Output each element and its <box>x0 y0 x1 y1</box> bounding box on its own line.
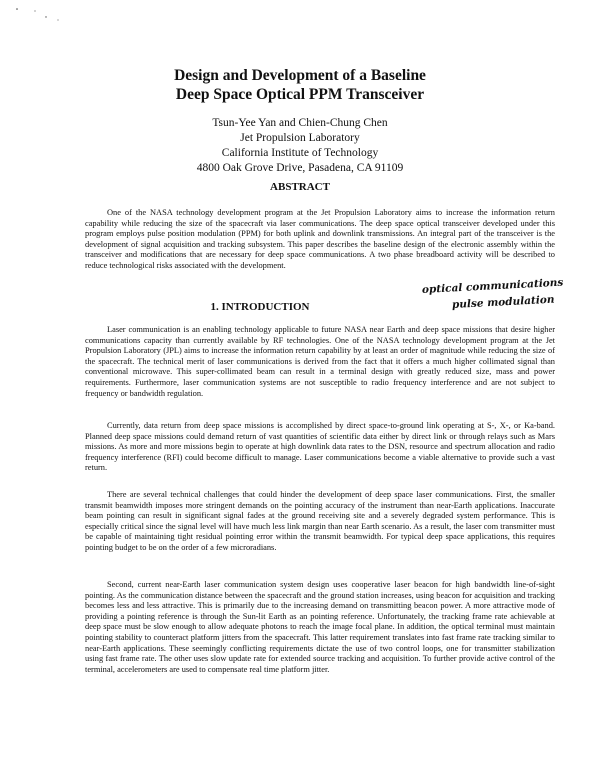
intro-paragraph-3 <box>85 490 555 554</box>
handwritten-annotation-1: optical communications <box>421 276 564 296</box>
intro-paragraph-2-text: Currently, data return from deep space missions is accomplished by direct space-to-ground link operating at S-, X-, or Ka-band. Planned deep space missions could demand return of vast quantities of scientific data either by direct link or through relays such as Mars missions. As more and more missions begin to operate at high downlink data rates to the DSN, resource and spectrum allocation and radio frequency interference (RFI) could become difficult to manage. Laser communications become a viable alternative to provide such a vast return. <box>85 421 555 473</box>
intro-paragraph-2 <box>85 421 555 474</box>
author-lab: Jet Propulsion Laboratory <box>240 132 360 144</box>
abstract-text <box>85 208 555 272</box>
author-institute: California Institute of Technology <box>221 147 379 159</box>
author-address: 4800 Oak Grove Drive, Pasadena, CA 91109 <box>196 162 404 174</box>
intro-paragraph-1 <box>85 325 555 399</box>
intro-paragraph-1-text: Laser communication is an enabling technology applicable to future NASA near Earth and deep space missions that desire higher communications capacity than currently available by RF technologies. One of the NASA technology development program at the Jet Propulsion Laboratory (JPL) aims to increase the information return capability by at least an order of magnitude while reducing the size of the spacecraft. The technical merit of laser communications is derived from the fact that it offers a much higher collimated signal than conventional microwave. This super-collimated beam can result in a terminal design with greatly reduced size, mass and power requirements. Furthermore, laser communication systems are not susceptible to radio frequency interference and are not subject to frequency or bandwidth regulation. <box>85 325 555 398</box>
intro-paragraph-3-text: There are several technical challenges that could hinder the development of deep space laser communications. First, the smaller transmit beamwidth imposes more stringent demands on the pointing accuracy of the instrument than near-Earth applications. Inaccurate beam pointing can result in significant signal fades at the ground receiving site and a severely degraded system performance. This is especially critical since the signal level will have much less link margin than near Earth scenario. As a result, the laser com transmitter must be capable of maintaining tight residual pointing error within the transmit beamwidth. For typical deep space applications, this requires pointing budget to be on the order of a few microradians. <box>85 490 555 552</box>
title-line-1: Design and Development of a Baseline <box>174 67 426 84</box>
scan-specks <box>14 6 74 26</box>
intro-paragraph-4-text: Second, current near-Earth laser communication system design uses cooperative laser beacon for high bandwidth line-of-sight pointing. As the communication distance between the spacecraft and the ground station increases, using beacon for acquisition and tracking becomes less and less attractive. This is primarily due to the increasing demand on transmitting beacon power. A more attractive mode of providing a pointing reference is through the Sun-lit Earth as an pointing reference. Unfortunately, the tracking frame rate achievable at deep space must be slow enough to allow adequate photons to reach the image focal plane. In addition, the optical terminal must maintain pointing stability to counteract platform jitters from the spacecraft. This latter requirement translates into fast frame rate tracking similar to near-Earth applications. These seemingly conflicting requirements dictate the use of two control loops, one for transmitter stabilization using fast frame rate. The other uses slow update rate for extended source tracking and acquisition. To further provide active control of the terminal, accelerometers are used to compensate real time platform jitter. <box>85 580 555 674</box>
abstract-body: One of the NASA technology development program at the Jet Propulsion Laboratory aims to increase the information return capability while reducing the size of the spacecraft via laser communications. The deep space optical transceiver developed under this program employs pulse position modulation (PPM) for both uplink and downlink transmissions. An integral part of the transceiver is the development of signal acquisition and tracking subsystem. This paper describes the baseline design of the electronic assembly within the transceiver and modifications that are necessary for deep space communications. A two phase breadboard activity will be described to reduce technological risks associated with the development. <box>85 208 555 270</box>
abstract-heading: ABSTRACT <box>270 181 330 193</box>
handwritten-annotation-2: pulse modulation <box>451 293 555 311</box>
title-line-2: Deep Space Optical PPM Transceiver <box>175 86 425 103</box>
introduction-heading: 1. INTRODUCTION <box>210 301 310 313</box>
paper-title <box>0 66 600 104</box>
author-block <box>0 116 600 176</box>
intro-paragraph-4 <box>85 580 555 675</box>
author-names: Tsun-Yee Yan and Chien-Chung Chen <box>212 117 388 129</box>
